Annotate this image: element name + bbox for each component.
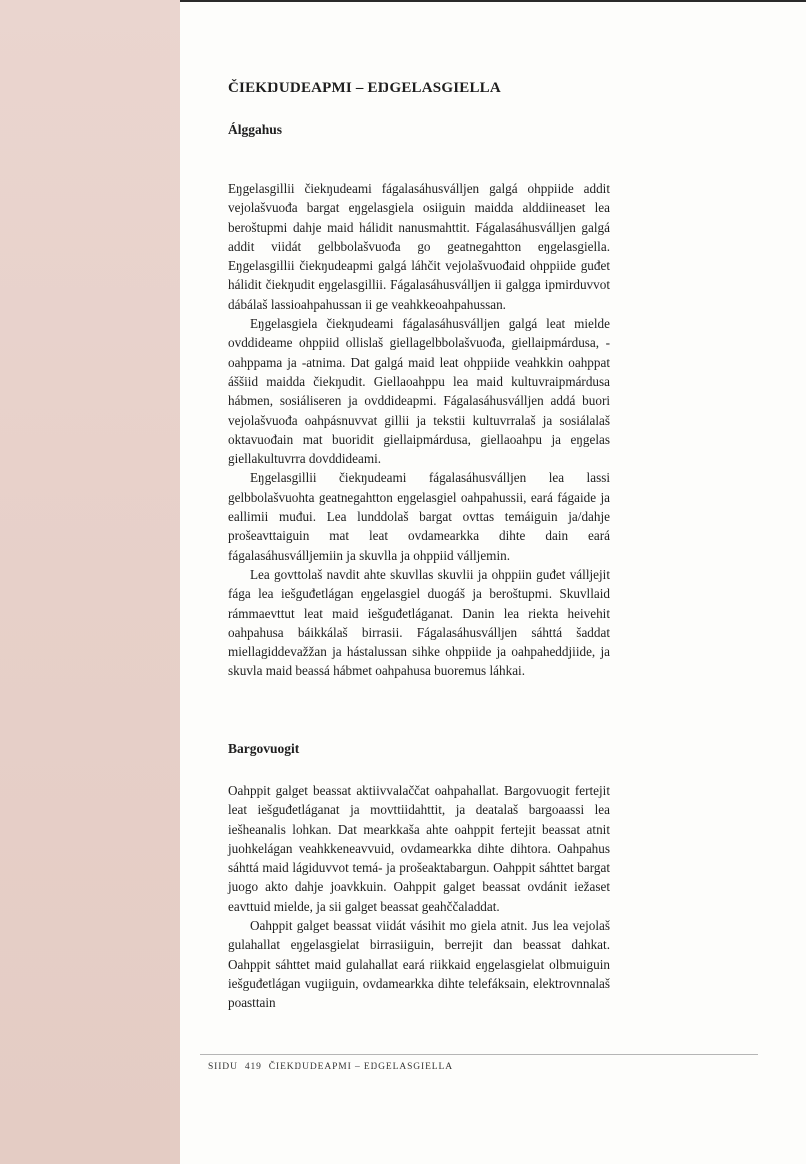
page-edge-band (0, 0, 180, 1164)
footer-running-title: ČIEKŊUDEAPMI – EŊGELASGIELLA (268, 1062, 453, 1072)
paragraph: Lea govttolaš navdit ahte skuvllas skuvlii ja ohppiin guđet válljejit fága lea iešguđetlágan eŋgelasgiel duogáš ja beroštupmi. Skuvllaid rámmaevttut leat maid iešguđetláganat. Danin lea riekta heivehit oahpahusa báikkálaš birrasii. Fágalasáhusválljen sáhttá šaddat miellagiddevažžan ja hástalussan sihke ohppiide ja oahpaheddjiide, ja skuvla maid beassá hábmet oahpahusa buoremus láhkai. (228, 566, 610, 679)
footer-rule (200, 1054, 758, 1055)
paragraph: Eŋgelasgiela čiekŋudeami fágalasáhusválljen galgá leat mielde ovddideame ohppiid ollislaš giellagelbbolašvuođa, giellaipmárdusa, -oahppama ja -atnima. Dat galgá maid leat ohppiide veahkkin oahppat áššiid maidda čiekŋudit. Giellaoahppu lea maid kultuvraipmárdusa hábmen, sosiáliseren ja ovddideapmi. Fágalasáhusválljen addá buori vejolašvuođa oahpásnuvvat gillii ja tekstii kultuvrralaš ja sosiálalaš oktavuođain mat buoridit giellaipmárdusa, giellaoahpu ja eŋgelas giellakultuvrra dovddideami. (228, 316, 610, 467)
section-heading-bargovuogit: Bargovuogit (228, 741, 300, 756)
paragraph: Oahppit galget beassat viidát vásihit mo giela atnit. Jus lea vejolaš gulahallat eŋgelasgielat birrasiiguin, berrejit dan beassat dahkat. Oahppit sáhttet maid gulahallat eará riikkaid eŋgelasgielat olbmuiguin iešguđetlágan vugiiguin, ovdamearkka dihte telefáksain, elektrovnnalaš poasttain (228, 918, 610, 1011)
section-body-bargovuogit (228, 781, 610, 1013)
top-edge-rule (180, 0, 806, 2)
page-footer (208, 1062, 460, 1072)
paragraph: Oahppit galget beassat aktiivvalaččat oahpahallat. Bargovuogit fertejit leat iešguđetláganat ja movttiidahttit, ja deatalaš bargoaassi lea iešheanalis lohkan. Dat mearkkaša ahte oahppit fertejit beassat atnit juohkelágan veahkkeneavvuid, ovdamearkka dihte dihtora. Oahpahus sáhttá maid lágiduvvot temá- ja prošeaktabargun. Oahppit sáhttet bargat juogo akto dahje joavkkuin. Oahppit galget beassat ovdánit iežaset eavttuid mielde, ja sii galget beassat geahččaladdat. (228, 783, 610, 914)
footer-page-number: 419 (244, 1062, 262, 1072)
footer-page-label: SIIDU (208, 1062, 238, 1072)
section-body-alggahus (228, 179, 610, 681)
paragraph: Eŋgelasgillii čiekŋudeami fágalasáhusválljen galgá ohppiide addit vejolašvuođa bargat eŋgelasgiela osiiguin maidda alddiineaset lea beroštupmi dahje maid hálidit nanusmahttit. Fágalasáhusválljen galgá addit viidát gelbbolašvuođa go geatnegahtton eŋgelasgiella. Eŋgelasgillii čiekŋudeapmi galgá láhčit vejolašvuođaid ohppiide guđet hálidit čiekŋudit eŋgelasgillii. Fágalasáhusválljen ii galgga ipmirduvvot dábálaš lassioahpahussan ii ge veahkkeoahpahussan. (228, 181, 610, 312)
paragraph: Eŋgelasgillii čiekŋudeami fágalasáhusválljen lea lassi gelbbolašvuohta geatnegahtton eŋgelasgiel oahpahussii, eará fágaide ja eallimii muđui. Lea lunddolaš bargat ovttas temáiguin ja/dahje prošeavttaiguin mat leat ovdamearkka dihte dain eará fágalasáhusválljemiin ja skuvlla ja ohppiid válljemin. (228, 470, 610, 563)
chapter-title: ČIEKŊUDEAPMI – EŊGELASGIELLA (228, 80, 501, 96)
section-heading-alggahus: Álggahus (228, 122, 283, 137)
